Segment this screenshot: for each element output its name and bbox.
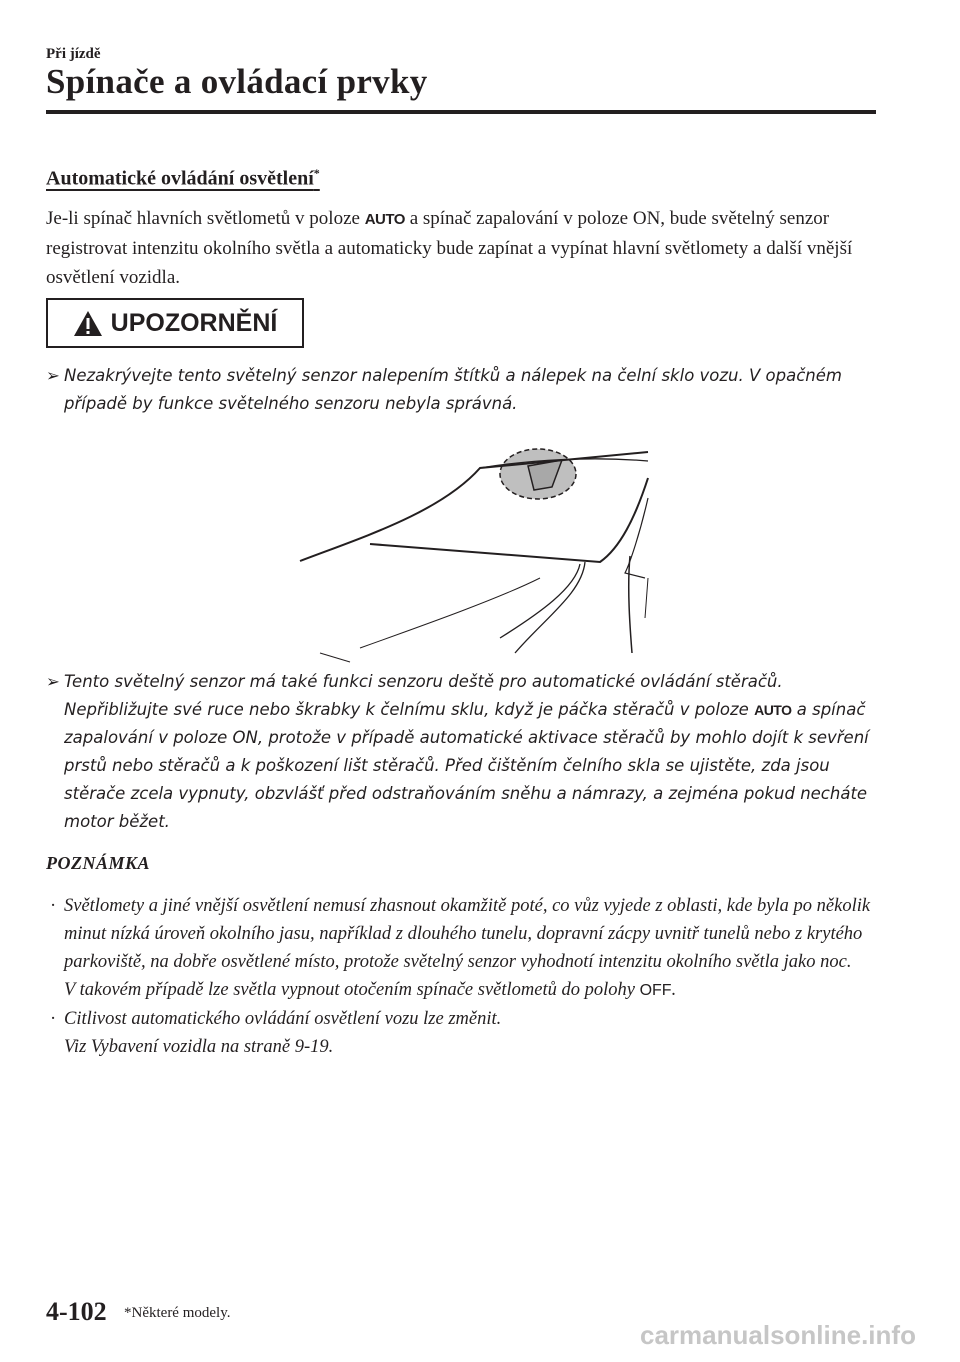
chevron-right-icon: ➢ (46, 366, 60, 385)
auto-position-label: AUTO (754, 702, 792, 718)
note-item (46, 892, 876, 1005)
warning-item (46, 668, 876, 836)
note-heading: POZNÁMKA (46, 853, 151, 873)
intro-paragraph (46, 204, 876, 292)
warning-list-1 (46, 362, 876, 418)
watermark: carmanualsonline.info (640, 1320, 916, 1350)
note-item-text-1: Světlomety a jiné vnější osvětlení nemusí zhasnout okamžitě poté, co vůz vyjede z oblasti, kde byla po několik minut nízká úroveň okolního jasu, například z dlouhého tunelu, dopravní zácpy uvnitř tunelů nebo z krytého parkoviště, na dobře osvětlené místo, protože světelný senzor vyhodnotí intenzitu okolního světla jako noc. (64, 896, 871, 972)
bullet-icon: · (50, 896, 57, 916)
footnote-mark: * (313, 166, 320, 180)
section-heading (46, 166, 320, 191)
warning-item-text-1: Tento světelný senzor má také funkci senzoru deště pro automatické ovládání stěračů. Nepřibližujte své ruce nebo škrabky k čelnímu sklu, když je páčka stěračů v poloze (64, 672, 783, 719)
note-item-line-1: Citlivost automatického ovládání osvětlení vozu lze změnit. (64, 1009, 502, 1029)
bullet-icon: · (50, 1009, 57, 1029)
section-heading-text: Automatické ovládání osvětlení (46, 167, 314, 190)
footnote: *Některé modely. (124, 1305, 231, 1321)
warning-triangle-icon (73, 310, 103, 337)
warning-item-text-2: a spínač zapalování v poloze ON, protože v případě automatické aktivace stěračů by mohlo dojít k sevření prstů nebo stěračů a k poškození lišt stěračů. Před čištěním čelního skla se ujistěte, zda jsou stěrače zcela vypnuty, obzvlášť před odstraňováním sněhu a námrazy, a zejména pokud necháte motor běžet. (64, 700, 869, 831)
warning-item-text: Nezakrývejte tento světelný senzor nalepením štítků a nálepek na čelní sklo vozu. V opačném případě by funkce světelného senzoru nebyla správná. (64, 366, 842, 413)
note-item-text-2: V takovém případě lze světla vypnout otočením spínače světlometů do polohy (64, 980, 640, 1000)
warning-list-2 (46, 668, 876, 836)
intro-text-1: Je-li spínač hlavních světlometů v poloze (46, 208, 365, 229)
auto-position-label: AUTO (364, 211, 405, 228)
page-title: Spínače a ovládací prvky (46, 62, 428, 101)
note-item-text-3: . (671, 980, 677, 1000)
page-number: 4-102 (46, 1297, 107, 1326)
note-item-line-2: Viz Vybavení vozidla na straně 9-19. (64, 1037, 334, 1057)
off-position-label: OFF (639, 982, 672, 999)
note-list (46, 892, 876, 1061)
section-label: Při jízdě (46, 46, 101, 62)
note-item (46, 1005, 876, 1061)
intro-text-2: a spínač zapalování v poloze ON, bude světelný senzor registrovat intenzitu okolního světla a automaticky bude zapínat a vypínat hlavní světlomety a další vnější osvětlení vozidla. (46, 208, 853, 288)
warning-item (46, 362, 876, 418)
warning-box (46, 298, 304, 348)
warning-label: UPOZORNĚNÍ (110, 308, 278, 337)
chevron-right-icon: ➢ (46, 672, 60, 691)
header-divider (46, 110, 876, 114)
windshield-sensor-illustration (290, 438, 660, 663)
